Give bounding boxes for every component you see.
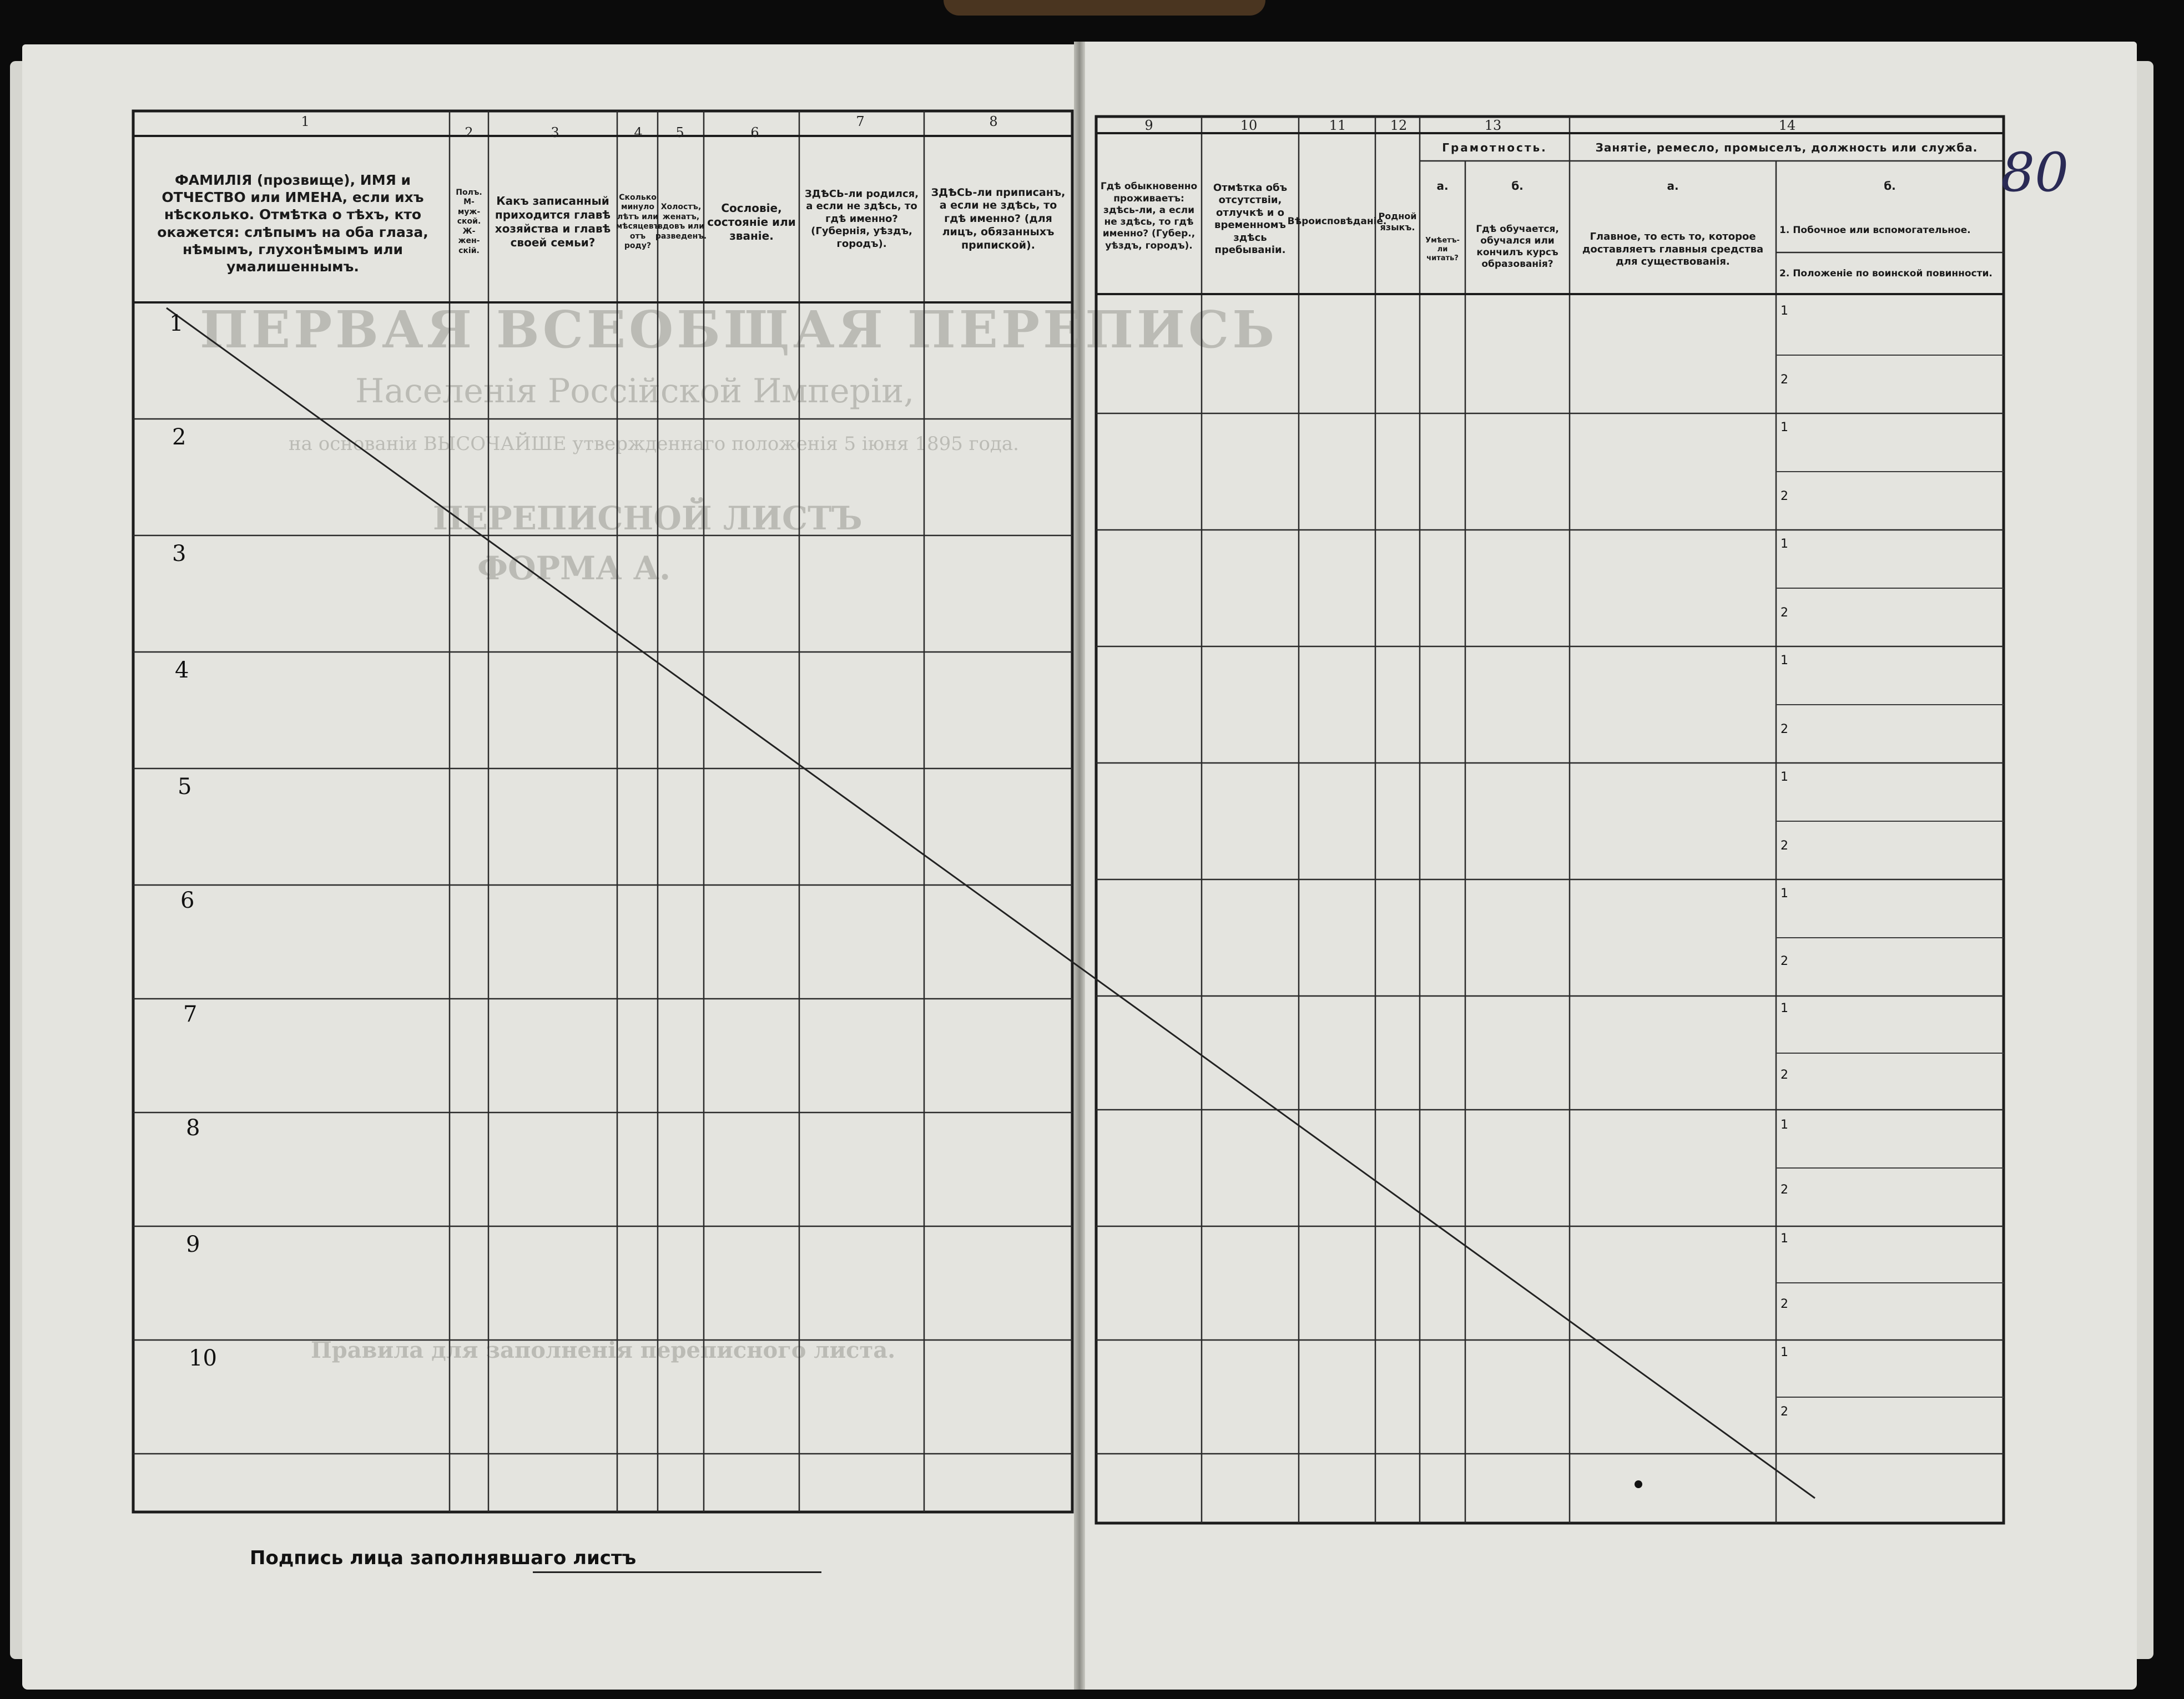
header-name: ФАМИЛІЯ (прозвище), ИМЯ и ОТЧЕСТВО или ИМЕНА, если ихъ нѣсколько. Отмѣтка о тѣхъ, кто окажется: слѣпымъ на оба глаза, нѣмымъ, глухонѣмымъ или умалишеннымъ. — [157, 171, 428, 275]
subrow-4-side: 1 — [1781, 654, 1788, 668]
header-occupation-b-letter: б. — [1884, 179, 1896, 193]
col-number-12: 12 — [1390, 118, 1408, 133]
subrow-1-side: 1 — [1781, 304, 1788, 318]
col-number-3: 3 — [551, 125, 559, 140]
header-birthplace: ЗДѢСЬ-ли родился, а если не здѣсь, то гдѣ именно? (Губернія, уѣздъ, городъ). — [804, 188, 919, 250]
signature-line — [533, 1571, 821, 1573]
header-residence: Гдѣ обыкновенно проживаетъ: здѣсь-ли, а если не здѣсь, то гдѣ именно? (Губер., уѣздъ, городъ). — [1100, 181, 1198, 251]
col-number-5: 5 — [675, 125, 684, 140]
bleed-form: ФОРМА А. — [477, 549, 671, 587]
bleed-sheet: ПЕРЕПИСНОЙ ЛИСТЪ — [433, 499, 862, 537]
col-number-2: 2 — [465, 125, 473, 140]
handwritten-page-number: 80 — [2001, 141, 2069, 204]
col-number-8: 8 — [989, 114, 998, 129]
subrow-8-military: 2 — [1781, 1183, 1788, 1197]
row-number-4: 4 — [175, 658, 189, 683]
subrow-4-military: 2 — [1781, 722, 1788, 736]
col-number-7: 7 — [856, 114, 865, 129]
header-language: Родной языкъ. — [1378, 211, 1417, 232]
header-literacy-b-letter: б. — [1511, 179, 1524, 193]
subrow-3-military: 2 — [1781, 606, 1788, 620]
header-relation: Какъ записанный приходится главѣ хозяйства и главѣ своей семьи? — [495, 194, 611, 249]
subrow-7-side: 1 — [1781, 1002, 1788, 1015]
subrow-9-military: 2 — [1781, 1297, 1788, 1311]
left-frame — [133, 111, 1072, 1512]
signature-label: Подпись лица заполнявшаго листъ — [250, 1547, 637, 1569]
right-row-lines — [1096, 413, 2004, 1454]
col-number-10: 10 — [1240, 118, 1258, 133]
diagonal-cancel-line — [167, 308, 1815, 1498]
header-age: Сколько минуло лѣтъ или мѣсяцевъ отъ роду? — [616, 193, 660, 250]
col-number-4: 4 — [634, 125, 643, 140]
subrow-5-military: 2 — [1781, 839, 1788, 853]
header-sex: Полъ. М-муж-ской. Ж-жен-скій. — [456, 188, 482, 255]
header-registration: ЗДѢСЬ-ли приписанъ, а если не здѣсь, то гдѣ именно? (для лицъ, обязанныхъ припиской). — [931, 186, 1066, 251]
header-main-occupation: Главное, то есть то, которое доставляетъ главныя средства для существованія. — [1582, 231, 1764, 268]
row-number-1: 1 — [169, 311, 184, 336]
header-estate: Сословіе, состояніе или званіе. — [707, 201, 796, 242]
subrow-6-side: 1 — [1781, 887, 1788, 901]
header-literacy: Грамотность. — [1442, 140, 1547, 154]
subrow-3-side: 1 — [1781, 537, 1788, 551]
subrow-10-side: 1 — [1781, 1346, 1788, 1359]
right-frame — [1096, 117, 2004, 1523]
header-side-occupation: 1. Побочное или вспомогательное. — [1779, 225, 1971, 236]
bleed-title: ПЕРВАЯ ВСЕОБЩАЯ ПЕРЕПИСЬ — [200, 300, 1278, 360]
subrow-1-military: 2 — [1781, 373, 1788, 387]
row-number-3: 3 — [172, 541, 186, 567]
header-education: Гдѣ обучается, обучался или кончилъ курсъ образованія? — [1476, 223, 1559, 270]
header-occupation-a-letter: а. — [1667, 179, 1679, 193]
subrow-9-side: 1 — [1781, 1232, 1788, 1246]
subrow-2-side: 1 — [1781, 421, 1788, 434]
row-number-9: 9 — [186, 1232, 200, 1257]
right-subrow-lines — [1776, 355, 2004, 1397]
bleed-line: на основаніи ВЫСОЧАЙШЕ утвержденнаго положенія 5 іюня 1895 года. — [289, 433, 1019, 455]
subrow-7-military: 2 — [1781, 1068, 1788, 1082]
header-occupation: Занятіе, ремесло, промыселъ, должность или служба. — [1595, 140, 1978, 154]
subrow-5-side: 1 — [1781, 770, 1788, 784]
col-number-1: 1 — [301, 114, 310, 129]
header-religion: Вѣроисповѣданіе. — [1287, 216, 1387, 227]
right-column-lines — [1202, 117, 2004, 1523]
col-number-6: 6 — [750, 125, 759, 140]
left-row-lines — [133, 419, 1072, 1454]
subrow-6-military: 2 — [1781, 954, 1788, 968]
bleed-subtitle: Населенія Россійской Имперіи, — [355, 372, 915, 411]
subrow-8-side: 1 — [1781, 1118, 1788, 1132]
col-number-14: 14 — [1778, 118, 1796, 133]
row-number-6: 6 — [180, 888, 195, 913]
col-number-13: 13 — [1484, 118, 1502, 133]
row-number-8: 8 — [186, 1115, 200, 1141]
bleed-rules: Правила для заполненія переписного листа. — [311, 1337, 896, 1363]
row-number-5: 5 — [178, 774, 192, 800]
header-can-read: Умѣетъ-ли читать? — [1425, 236, 1460, 263]
subrow-10-military: 2 — [1781, 1405, 1788, 1419]
left-column-lines — [450, 111, 924, 1512]
header-absence: Отмѣтка объ отсутствіи, отлучкѣ и о временномъ здѣсь пребываніи. — [1213, 181, 1288, 256]
ink-dot — [1635, 1480, 1642, 1488]
header-literacy-a-letter: а. — [1436, 179, 1449, 193]
header-marital: Холостъ, женатъ, вдовъ или разведенъ. — [655, 203, 707, 241]
subrow-2-military: 2 — [1781, 489, 1788, 503]
col-number-9: 9 — [1144, 118, 1153, 133]
row-number-7: 7 — [183, 1002, 198, 1027]
row-number-2: 2 — [172, 424, 186, 450]
row-number-10: 10 — [189, 1346, 217, 1371]
header-military-status: 2. Положеніе по воинской повинности. — [1779, 268, 1993, 280]
col-number-11: 11 — [1329, 118, 1346, 133]
